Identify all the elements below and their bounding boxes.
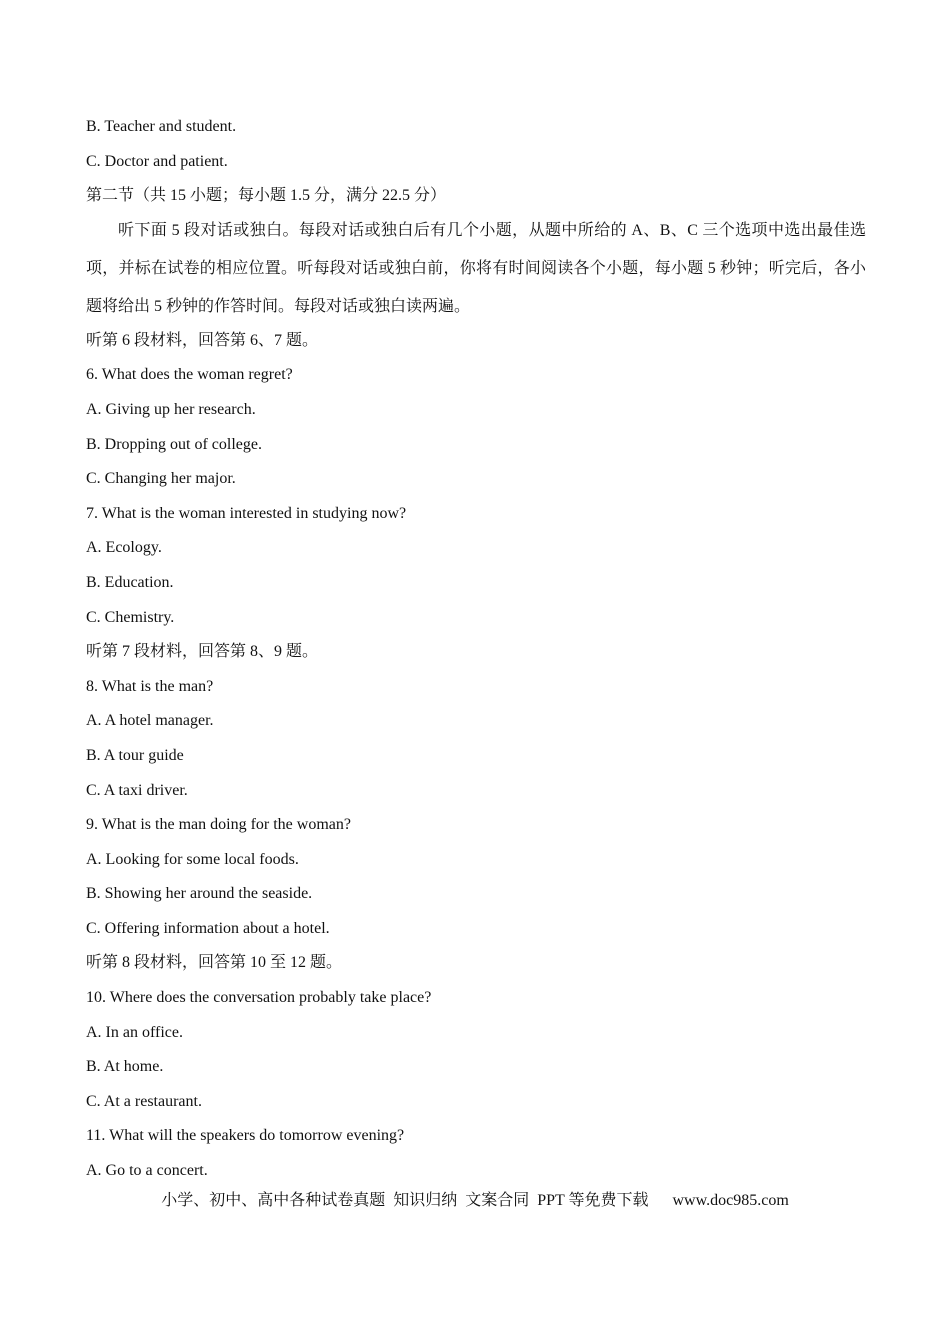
question-7: 7. What is the woman interested in studying now? xyxy=(86,504,407,522)
question-8-option-b: B. A tour guide xyxy=(86,746,184,764)
question-9-option-b: B. Showing her around the seaside. xyxy=(86,885,313,903)
question-6: 6. What does the woman regret? xyxy=(86,366,293,384)
option-c-previous: C. Doctor and patient. xyxy=(86,152,228,170)
question-7-option-a: A. Ecology. xyxy=(86,539,162,557)
question-11: 11. What will the speakers do tomorrow evening? xyxy=(86,1127,405,1145)
question-11-option-a: A. Go to a concert. xyxy=(86,1162,208,1180)
question-10: 10. Where does the conversation probably take place? xyxy=(86,989,432,1007)
question-9-option-a: A. Looking for some local foods. xyxy=(86,850,299,868)
question-10-option-c: C. At a restaurant. xyxy=(86,1092,202,1110)
material-8-heading: 听第 8 段材料，回答第 10 至 12 题。 xyxy=(86,954,343,972)
question-7-option-c: C. Chemistry. xyxy=(86,608,175,626)
section-heading: 第二节（共 15 小题；每小题 1.5 分，满分 22.5 分） xyxy=(86,187,447,205)
question-6-option-c: C. Changing her major. xyxy=(86,470,236,488)
question-10-option-b: B. At home. xyxy=(86,1058,164,1076)
question-6-option-a: A. Giving up her research. xyxy=(86,400,256,418)
question-10-option-a: A. In an office. xyxy=(86,1023,183,1041)
question-7-option-b: B. Education. xyxy=(86,573,174,591)
question-8: 8. What is the man? xyxy=(86,677,214,695)
page-content xyxy=(86,110,866,1189)
footer-text: 小学、初中、高中各种试卷真题 知识归纳 文案合同 PPT 等免费下载 xyxy=(161,1192,649,1209)
material-6-heading: 听第 6 段材料，回答第 6、7 题。 xyxy=(86,331,319,349)
question-8-option-a: A. A hotel manager. xyxy=(86,712,214,730)
question-9: 9. What is the man doing for the woman? xyxy=(86,816,351,834)
material-7-heading: 听第 7 段材料，回答第 8、9 题。 xyxy=(86,643,319,661)
option-b-previous: B. Teacher and student. xyxy=(86,118,237,135)
question-9-option-c: C. Offering information about a hotel. xyxy=(86,919,330,937)
footer-url[interactable]: www.doc985.com xyxy=(672,1192,789,1209)
page-footer xyxy=(0,1190,950,1212)
question-8-option-c: C. A taxi driver. xyxy=(86,781,188,799)
section-instructions: 听下面 5 段对话或独白。每段对话或独白后有几个小题，从题中所给的 A、B、C 三个选项中选出最佳选项，并标在试卷的相应位置。听每段对话或独白前，你将有时间阅读各个小题，每小题 5 秒钟；听完后，各小题将给出 5 秒钟的作答时间。每段对话或独白读两遍。 xyxy=(86,221,866,315)
question-6-option-b: B. Dropping out of college. xyxy=(86,435,262,453)
